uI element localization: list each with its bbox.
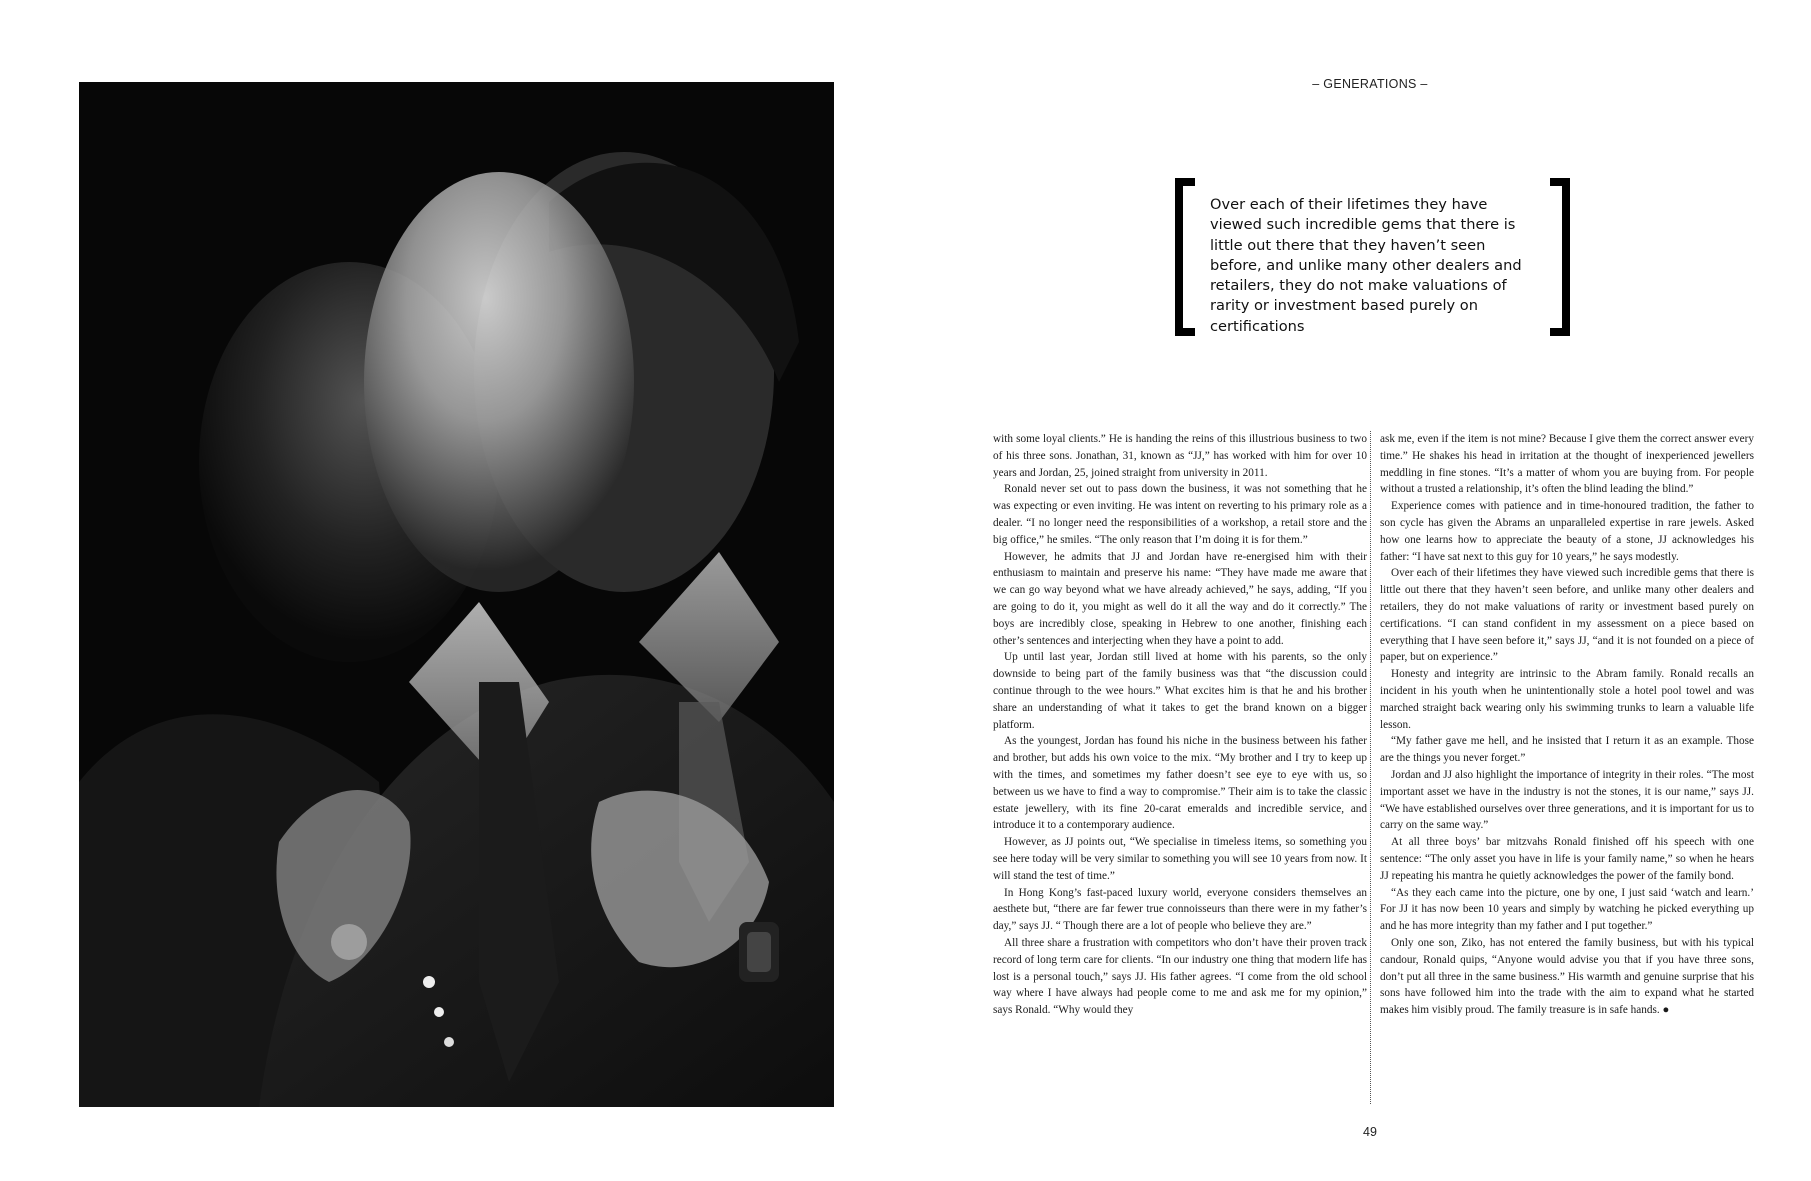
article-column-1 [993, 431, 1367, 1019]
paragraph: However, he admits that JJ and Jordan have re-energised him with their enthusiasm to maintain and preserve his name: “They have made me aware that we can go way beyond what we have already achieved,” he says, adding, “If you are going to do it, you might as well do it all the way and do it correctly.” The boys are incredibly close, speaking in Hebrew to one another, finishing each other’s sentences and interjecting when they have a point to add. [993, 550, 1367, 647]
paragraph: Over each of their lifetimes they have viewed such incredible gems that there is little out there that they haven’t seen before, and unlike many other dealers and retailers, they do not make valuations of rarity or investment based purely on certifications. “I can stand confident in my assessment on a piece based on everything that I have seen before it,” says JJ, “and it is not founded on a piece of paper, but on experience.” [1380, 567, 1754, 664]
article-column-2 [1380, 431, 1754, 1019]
paragraph: Experience comes with patience and in time-honoured tradition, the father to son cycle has given the Abrams an unparalleled expertise in rare jewels. Asked how one learns how to appreciate the beauty of a stone, JJ acknowledges his father: “I have sat next to this guy for 10 years,” he says modestly. [1380, 500, 1754, 563]
paragraph: ask me, even if the item is not mine? Because I give them the correct answer every time.” He shakes his head in irritation at the thought of inexperienced jewellers meddling in fine stones. “It’s a matter of whom you are buying from. For people without a trusted a relationship, it’s often the blind leading the blind.” [1380, 433, 1754, 496]
paragraph: In Hong Kong’s fast-paced luxury world, everyone considers themselves an aesthete but, “there are far fewer true connoisseurs than there were in my father’s day,” says JJ. “ Though there are a lot of people who believe they are.” [993, 886, 1367, 933]
column-divider [1370, 431, 1371, 1104]
paragraph: with some loyal clients.” He is handing the reins of this illustrious business to two of his three sons. Jonathan, 31, known as “JJ,” has worked with him for over 10 years and Jordan, 25, joined straight from university in 2011. [993, 433, 1367, 479]
paragraph: Only one son, Ziko, has not entered the family business, but with his typical candour, Ronald quips, “Anyone would advise you that if you have three sons, don’t put all three in the same business.” His warmth and genuine surprise that his sons have followed him into the trade with the aim to expand what he started makes him visibly proud. The family treasure is in safe hands. ● [1380, 936, 1754, 1017]
left-bracket [1175, 178, 1195, 336]
paragraph: “As they each came into the picture, one by one, I just said ‘watch and learn.’ For JJ it has now been 10 years and simply by watching he picked everything up and he has more integrity than my father and I put together.” [1380, 886, 1754, 933]
pull-quote-block [1175, 178, 1570, 336]
portrait-illustration [79, 82, 834, 1107]
paragraph: Up until last year, Jordan still lived at home with his parents, so the only downside to being part of the family business was that “the discussion could continue through to the wee hours.” What excites him is that he and his brother share an understanding of what it takes to get the brand known on a bigger platform. [993, 651, 1367, 731]
paragraph: Jordan and JJ also highlight the importance of integrity in their roles. “The most important asset we have in the industry is not the stones, it is our name,” says JJ. “We have established ourselves over three generations, and it is important for us to carry on the same way.” [1380, 768, 1754, 832]
paragraph: As the youngest, Jordan has found his niche in the business between his father and brother, but adds his own voice to the mix. “My brother and I try to keep up with the times, and sometimes my father doesn’t see eye to eye with us, so between us we have to find a way to compromise.” Their aim is to take the classic estate jewellery, with its fine 20-carat emeralds and incredible service, and introduce it to a contemporary audience. [993, 735, 1367, 832]
paragraph: Ronald never set out to pass down the business, it was not something that he was expecting or even inviting. He was intent on reverting to his primary role as a dealer. “I no longer need the responsibilities of a workshop, a retail store and the big office,” he smiles. “The only reason that I’m doing it is for them.” [993, 483, 1367, 546]
page-number: 49 [1363, 1125, 1377, 1139]
section-header: – GENERATIONS – [1312, 77, 1428, 91]
paragraph: However, as JJ points out, “We specialise in timeless items, so something you see here today will be very similar to something you will see 10 years from now. It will stand the test of time.” [993, 836, 1367, 882]
pull-quote-text: Over each of their lifetimes they have viewed such incredible gems that there is little out there that they haven’t seen before, and unlike many other dealers and retailers, they do not make valuations of rarity or investment based purely on certifications [1210, 196, 1522, 335]
paragraph: Honesty and integrity are intrinsic to the Abram family. Ronald recalls an incident in his youth when he unintentionally stole a hotel pool towel and was marched straight back wearing only his swimming trunks to learn a valuable life lesson. [1380, 668, 1754, 731]
portrait-photo [79, 82, 834, 1107]
right-bracket [1550, 178, 1570, 336]
paragraph: At all three boys’ bar mitzvahs Ronald finished off his speech with one sentence: “The only asset you have in life is your family name,” so when he hears JJ repeating his mantra he quietly acknowledges the power of the family bond. [1380, 836, 1754, 882]
paragraph: “My father gave me hell, and he insisted that I return it as an example. Those are the things you never forget.” [1380, 735, 1754, 765]
paragraph: All three share a frustration with competitors who don’t have their proven track record of long term care for clients. “In our industry one thing that modern life has lost is a personal touch,” says JJ. His father agrees. “I come from the old school way where I have always had people come to me and ask me for my opinion,” says Ronald. “Why would they [993, 936, 1367, 1017]
